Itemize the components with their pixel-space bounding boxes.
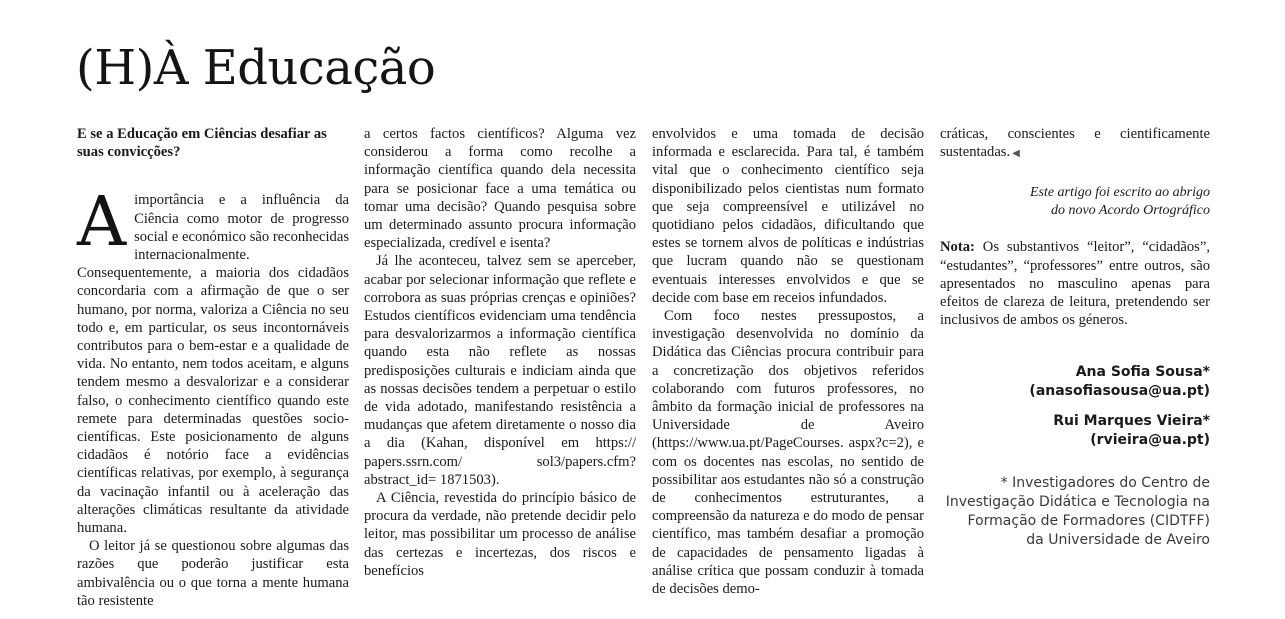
- gender-note: [940, 238, 1210, 329]
- affiliation-line: * Investigadores do Centro de: [1000, 475, 1210, 491]
- body-paragraph: [77, 183, 349, 537]
- orthography-line: Este artigo foi escrito ao abrigo: [1029, 185, 1210, 201]
- affiliation-line: Formação de Formadores (CIDTFF): [967, 513, 1210, 529]
- note-label: Nota:: [940, 239, 975, 256]
- body-paragraph: A Ciência, revestida do princípio básico de procura da verdade, não pretende decidir pelo leitor, mas possibilitar um processo de análise das certezas e incertezas, dos riscos e benefícios: [364, 490, 636, 579]
- body-paragraph: Com foco nestes pressupostos, a investigação desenvolvida no domínio da Didática das Ciências procura contribuir para a concretização dos objetivos referidos colaborando com futuros professores, no âmbito da formação inicial de professores na Universidade de Aveiro (https://www.ua.pt/PageCourses. aspx?c=2), e com os docentes nas escolas, no sentido de possibilitar aos estudantes não só a construção de conhecimentos estruturantes, a compreensão da natureza e do modo de pensar científico, mas também desafiar a promoção de capacidades de pensamento ligadas à análise crítica que possam conduzir à tomada de decisões demo-: [652, 308, 924, 598]
- article-title: (H)À Educação: [76, 40, 436, 96]
- column-4: [940, 125, 1210, 329]
- author-name: Ana Sofia Sousa*: [1075, 364, 1210, 380]
- author-name: Rui Marques Vieira*: [1053, 413, 1210, 429]
- author: [940, 412, 1210, 450]
- body-paragraph: Já lhe aconteceu, talvez sem se aperceber, acabar por selecionar informação que reflete e corrobora as suas próprias crenças e opiniões? Estudos científicos evidenciam uma tendência para desvalorizarmos a informação científica quando esta não reflete as nossas predisposições culturais e indiciam ainda que as nossas decisões tendem a perpetuar o estilo de vida adotado, manifestando resistência a mudanças que afetem diretamente o nosso dia a dia (Kahan, disponível em https:// papers.ssrn.com/ sol3/papers.cfm? abstract_id= 1871503).: [364, 253, 636, 488]
- affiliation-line: da Universidade de Aveiro: [1026, 532, 1210, 548]
- orthography-line: do novo Acordo Ortográfico: [1050, 203, 1210, 219]
- end-of-article-icon: ◀: [1012, 148, 1020, 160]
- column-2: [364, 125, 636, 580]
- column-3: [652, 125, 924, 598]
- affiliation: [930, 474, 1210, 550]
- authors-block: [940, 363, 1210, 461]
- body-paragraph: [940, 125, 1210, 163]
- affiliation-line: Investigação Didática e Tecnologia na: [945, 494, 1210, 510]
- column-1: [77, 125, 349, 610]
- author: [940, 363, 1210, 401]
- body-paragraph: envolvidos e uma tomada de decisão informada e esclarecida. Para tal, é também vital que o conhecimento científico seja disponibilizado pelos cientistas num formato que seja compreensível e utilizável no quotidiano pelos cidadãos, dificultando que estes se tornem alvos de políticas e indústrias que lucram quando não se questionam eventuais interesses envolvidos e que se decide com base em receios infundados.: [652, 126, 924, 306]
- body-paragraph: O leitor já se questionou sobre algumas das razões que poderão justificar esta ambivalência ou o que torna a mente humana tão resistente: [77, 538, 349, 609]
- author-email: (rvieira@ua.pt): [1090, 432, 1210, 448]
- article-kicker: E se a Educação em Ciências desafiar as suas convicções?: [77, 126, 327, 161]
- body-paragraph: a certos factos científicos? Alguma vez considerou a forma como recolhe a informação científica quando dela necessita para se posicionar face a uma temática ou tomar uma decisão? Quando pesquisa sobre um determinado assunto procura informação especializada, credível e isenta?: [364, 126, 636, 252]
- note-text: Os substantivos “leitor”, “cidadãos”, “estudantes”, “professores” entre outros, são apresentados no masculino apenas para efeitos de clareza de leitura, pretendendo ser inclusivos de ambos os géneros.: [940, 239, 1210, 329]
- paragraph-text: cráticas, conscientes e cientificamente sustentadas.: [940, 126, 1210, 161]
- orthography-note: [940, 184, 1210, 220]
- author-email: (anasofiasousa@ua.pt): [1029, 383, 1210, 399]
- paragraph-text: importância e a influência da Ciência como motor de progresso social e económico são reconhecidas internacionalmente. Consequentemente, a maioria dos cidadãos concordaria com a afirmação de que o ser humano, por norma, valoriza a Ciência no seu todo e, em particular, os seus incontornáveis contributos para o bem-estar e a qualidade de vida. No entanto, nem todos aceitam, e alguns tendem mesmo a desvalorizar e a considerar falso, o conhecimento científico quando este remete para determinadas questões socio-científicas. Este posicionamento de alguns cidadãos é notório face a evidências científicas relativas, por exemplo, à segurança da vacinação infantil ou à aceleração das alterações climáticas resultante da atividade humana.: [77, 192, 349, 537]
- drop-cap: A: [77, 183, 127, 263]
